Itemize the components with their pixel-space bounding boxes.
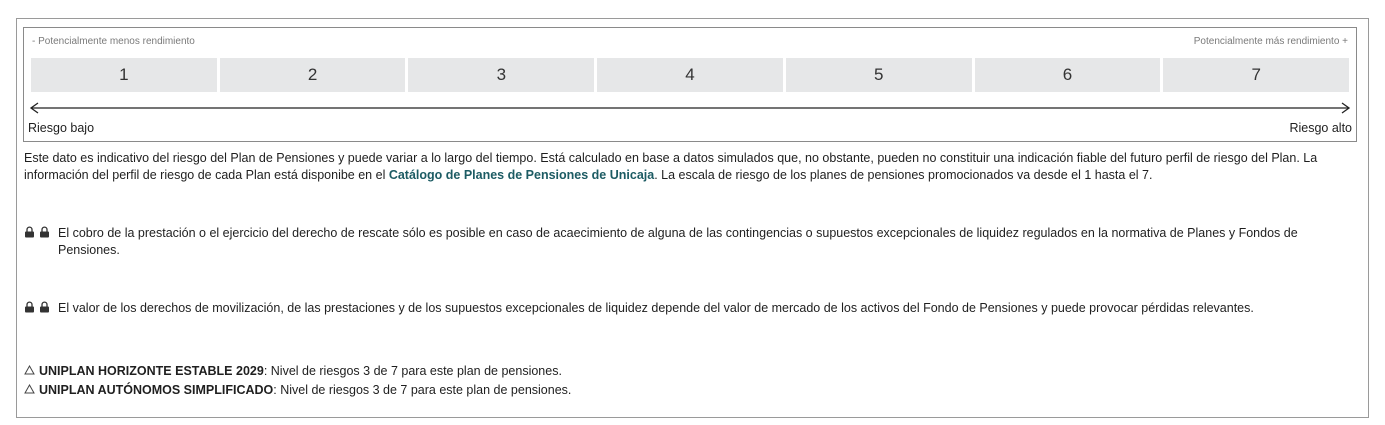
plan-description: : Nivel de riesgos 3 de 7 para este plan de pensiones. (273, 383, 572, 397)
risk-level-cells (31, 58, 1349, 92)
info-text-start: Este dato es indicativo del riesgo del Plan de Pensiones y puede variar a lo largo del tiempo. Está calculado en base a datos simulados que, no obstante, pueden no constituir una indicación fiable del futuro perfil de riesgo del Plan. La información del perfil de riesgo de cada Plan está disponibe en el (24, 151, 1318, 182)
plan-risk-list (24, 362, 571, 400)
risk-level-4: 4 (597, 58, 783, 92)
liquidity-warning-text: El cobro de la prestación o el ejercicio del derecho de rescate sólo es posible en caso de acaecimiento de alguna de las contingencias o supuestos excepcionales de liquidez regulados en la normativa de Planes y Fondos de Pensiones. (58, 226, 1298, 257)
lock-icon (39, 301, 50, 313)
market-value-warning (24, 300, 1359, 317)
liquidity-warning (24, 225, 1359, 259)
less-performance-label: - Potencialmente menos rendimiento (32, 36, 195, 47)
lock-icon (24, 301, 35, 313)
risk-level-3: 3 (408, 58, 594, 92)
risk-info-paragraph (24, 150, 1359, 184)
lock-icon (24, 226, 35, 238)
plan-name: UNIPLAN HORIZONTE ESTABLE 2029 (39, 364, 264, 378)
lock-icons (24, 301, 50, 313)
risk-level-1: 1 (31, 58, 217, 92)
double-arrow-icon (29, 101, 1351, 115)
plan-name: UNIPLAN AUTÓNOMOS SIMPLIFICADO (39, 383, 274, 397)
plan-description: : Nivel de riesgos 3 de 7 para este plan de pensiones. (263, 364, 562, 378)
catalog-link[interactable]: Catálogo de Planes de Pensiones de Unicaja (388, 168, 655, 182)
info-text-end: . La escala de riesgo de los planes de pensiones promocionados va desde el 1 hasta el 7. (654, 168, 1153, 182)
market-value-warning-text: El valor de los derechos de movilización, de las prestaciones y de los supuestos excepcionales de liquidez depende del valor de mercado de los activos del Fondo de Pensiones y puede provocar pérdidas relevantes. (58, 301, 1254, 315)
performance-labels (32, 36, 1348, 50)
risk-level-6: 6 (975, 58, 1161, 92)
plan-risk-item (24, 381, 571, 400)
risk-level-7: 7 (1163, 58, 1349, 92)
risk-level-5: 5 (786, 58, 972, 92)
high-risk-label: Riesgo alto (1289, 121, 1352, 135)
lock-icon (39, 226, 50, 238)
risk-scale (23, 27, 1357, 142)
warning-triangle-icon (24, 365, 35, 375)
lock-icons (24, 226, 50, 238)
more-performance-label: Potencialmente más rendimiento + (1193, 36, 1348, 47)
risk-level-2: 2 (220, 58, 406, 92)
plan-risk-item (24, 362, 571, 381)
low-risk-label: Riesgo bajo (28, 121, 95, 135)
warning-triangle-icon (24, 384, 35, 394)
